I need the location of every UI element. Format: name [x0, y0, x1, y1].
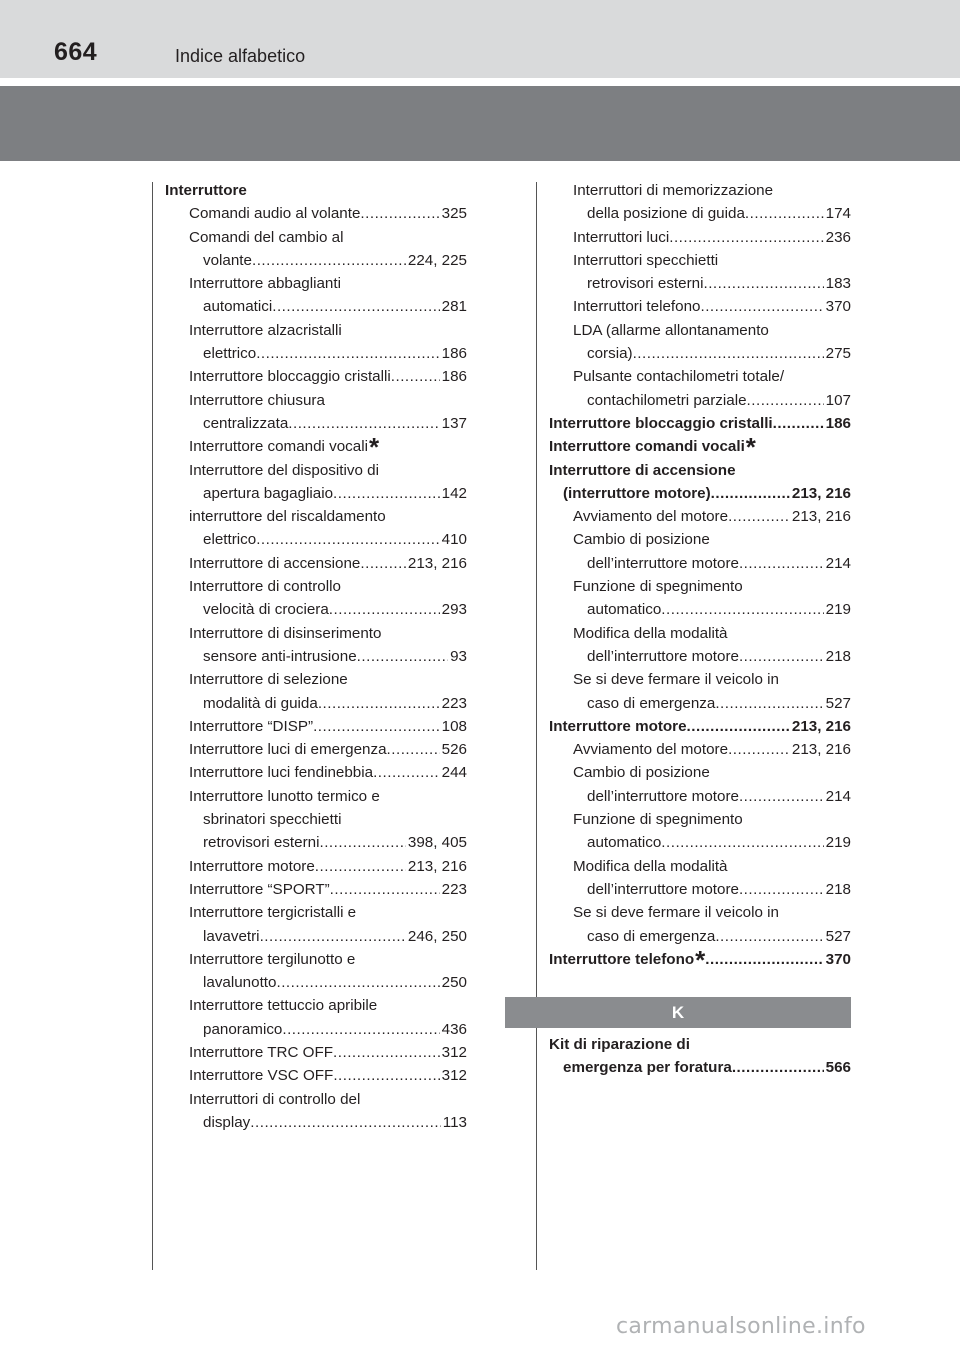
entry-label: della posizione di guida — [587, 205, 745, 223]
index-heading — [165, 785, 467, 808]
dot-leader — [329, 598, 440, 621]
index-entry — [549, 692, 851, 715]
dot-leader — [252, 249, 406, 272]
entry-label: Interruttore comandi vocali — [549, 438, 745, 456]
dot-leader — [256, 342, 439, 365]
dot-leader — [288, 412, 439, 435]
dot-leader — [260, 925, 406, 948]
index-entry — [165, 1111, 467, 1134]
index-heading — [165, 272, 467, 295]
dot-leader — [711, 482, 790, 505]
entry-label: display — [203, 1113, 251, 1131]
dot-leader — [687, 715, 790, 738]
entry-label: sbrinatori specchietti — [203, 811, 342, 829]
page-reference: 246, 250 — [407, 927, 467, 945]
dot-leader — [315, 855, 406, 878]
index-heading — [549, 459, 851, 482]
index-entry — [549, 505, 851, 528]
entry-label: Interruttori di memorizzazione — [573, 182, 774, 199]
page-reference: 183 — [825, 275, 851, 293]
index-entry — [165, 692, 467, 715]
page-reference: 214 — [825, 787, 851, 805]
entry-label: Interruttore abbaglianti — [189, 275, 341, 293]
index-entry — [165, 365, 467, 388]
index-entry — [549, 272, 851, 295]
entry-label: Interruttore chiusura — [189, 391, 325, 409]
entry-label: Interruttore “DISP” — [189, 717, 314, 735]
index-heading — [165, 505, 467, 528]
entry-label: elettrico — [203, 531, 257, 549]
entry-label: panoramico — [203, 1020, 283, 1038]
index-entry — [549, 715, 851, 738]
index-heading — [549, 668, 851, 691]
entry-label: Interruttore di accensione — [189, 554, 361, 572]
page-reference: 370 — [825, 298, 851, 316]
index-heading — [549, 365, 851, 388]
index-heading — [165, 994, 467, 1017]
index-entry — [549, 389, 851, 412]
index-entry — [549, 412, 851, 435]
header-gray-band — [0, 86, 960, 161]
dot-leader — [747, 389, 824, 412]
index-heading — [165, 622, 467, 645]
index-entry — [549, 645, 851, 668]
entry-label: Interruttore VSC OFF — [189, 1067, 334, 1085]
entry-label: Interruttori di controllo del — [189, 1090, 361, 1108]
watermark-text: carmanualsonline.info — [616, 1314, 866, 1339]
index-heading — [549, 575, 851, 598]
index-heading — [549, 808, 851, 831]
entry-label: automatico — [587, 601, 662, 619]
index-entry — [165, 598, 467, 621]
index-entry — [549, 878, 851, 901]
page-reference: 293 — [441, 601, 467, 619]
entry-label: dell’interruttore motore — [587, 647, 739, 665]
entry-label: Interruttore bloccaggio cristalli — [549, 414, 773, 432]
page-reference: 223 — [441, 880, 467, 898]
dot-leader — [633, 342, 824, 365]
index-entry — [549, 598, 851, 621]
index-heading — [549, 622, 851, 645]
entry-label: centralizzata — [203, 414, 289, 432]
entry-label: Interruttore telefono — [549, 950, 695, 968]
asterisk-icon: * — [368, 432, 380, 463]
entry-label: Comandi del cambio al — [189, 228, 344, 246]
page-reference: 398, 405 — [407, 834, 467, 852]
page-reference: 108 — [441, 717, 467, 735]
index-heading — [165, 948, 467, 971]
entry-label: Interruttore tergilunotto e — [189, 950, 356, 968]
entry-label: Interruttore tettuccio apribile — [189, 997, 378, 1015]
entry-label: Cambio di posizione — [573, 764, 710, 782]
index-entry — [165, 971, 467, 994]
entry-label: emergenza per foratura — [563, 1059, 732, 1077]
page-reference: 436 — [441, 1020, 467, 1038]
entry-label: retrovisori esterni — [587, 275, 704, 293]
index-heading — [165, 901, 467, 924]
index-heading — [165, 575, 467, 598]
index-heading — [549, 179, 851, 202]
page-reference: 218 — [825, 647, 851, 665]
index-entry — [165, 249, 467, 272]
page-reference: 527 — [825, 694, 851, 712]
entry-label: apertura bagagliaio — [203, 484, 334, 502]
entry-label: sensore anti-intrusione — [203, 647, 357, 665]
entry-label: Interruttore bloccaggio cristalli — [189, 368, 391, 386]
page-reference: 223 — [441, 694, 467, 712]
entry-label: LDA (allarme allontanamento — [573, 321, 769, 339]
entry-label: Interruttore alzacristalli — [189, 321, 342, 339]
entry-label: automatico — [587, 834, 662, 852]
index-entry — [549, 552, 851, 575]
page-reference: 174 — [825, 205, 851, 223]
index-group-i-continued — [549, 179, 851, 975]
index-entry — [165, 482, 467, 505]
entry-label: Se si deve fermare il veicolo in — [573, 904, 779, 922]
dot-leader — [700, 295, 823, 318]
dot-leader — [387, 738, 440, 761]
dot-leader — [250, 1111, 441, 1134]
index-entry — [165, 1064, 467, 1087]
index-heading — [549, 319, 851, 342]
dot-leader — [728, 505, 790, 528]
page-reference: 186 — [825, 414, 851, 432]
dot-leader — [360, 552, 405, 575]
dot-leader — [333, 482, 440, 505]
index-heading — [549, 1033, 851, 1056]
entry-label: Funzione di spegnimento — [573, 578, 743, 596]
entry-label: Avviamento del motore — [573, 508, 729, 526]
index-entry — [549, 831, 851, 854]
index-heading — [165, 389, 467, 412]
center-column-rule — [536, 182, 537, 1270]
index-heading — [549, 249, 851, 272]
left-column-rule — [152, 182, 153, 1270]
index-heading — [165, 808, 467, 831]
index-entry — [165, 1041, 467, 1064]
entry-label: Modifica della modalità — [573, 857, 728, 875]
entry-label: automatici — [203, 298, 273, 316]
dot-leader — [276, 971, 439, 994]
entry-label: caso di emergenza — [587, 927, 716, 945]
index-entry — [165, 645, 467, 668]
entry-label: Interruttore “SPORT” — [189, 880, 330, 898]
entry-label: Interruttore del dispositivo di — [189, 461, 379, 479]
dot-leader — [661, 598, 823, 621]
index-entry — [165, 342, 467, 365]
index-heading — [165, 668, 467, 691]
entry-label: Comandi audio al volante — [189, 205, 361, 223]
entry-label: dell’interruttore motore — [587, 554, 739, 572]
dot-leader — [313, 715, 440, 738]
page-reference: 213, 216 — [791, 508, 851, 526]
index-heading — [165, 459, 467, 482]
entry-label: Modifica della modalità — [573, 624, 728, 642]
dot-leader — [739, 878, 824, 901]
index-heading — [165, 319, 467, 342]
page-reference: 213, 216 — [407, 554, 467, 572]
index-entry — [165, 552, 467, 575]
page-reference: 137 — [441, 414, 467, 432]
entry-label: velocità di crociera — [203, 601, 329, 619]
index-entry — [549, 482, 851, 505]
page-reference: 219 — [825, 601, 851, 619]
dot-leader — [739, 785, 824, 808]
entry-label: volante — [203, 251, 252, 269]
entry-label: corsia) — [587, 345, 633, 363]
entry-label: Interruttore di disinserimento — [189, 624, 382, 642]
page-reference: 526 — [441, 741, 467, 759]
dot-leader — [745, 202, 824, 225]
header-band — [0, 0, 960, 78]
entry-label: Interruttori telefono — [573, 298, 701, 316]
page-reference: 218 — [825, 880, 851, 898]
dot-leader — [256, 528, 439, 551]
entry-label: Interruttore motore — [189, 857, 315, 875]
dot-leader — [703, 272, 823, 295]
index-group-k — [549, 1033, 851, 1080]
dot-leader — [715, 925, 823, 948]
page-reference: 244 — [441, 764, 467, 782]
index-heading — [549, 901, 851, 924]
dot-leader — [333, 1064, 439, 1087]
page-reference: 275 — [825, 345, 851, 363]
entry-label: dell’interruttore motore — [587, 787, 739, 805]
dot-leader — [318, 692, 440, 715]
entry-label: Kit di riparazione di — [549, 1036, 690, 1053]
index-entry — [165, 738, 467, 761]
page-reference: 410 — [441, 531, 467, 549]
asterisk-icon: * — [745, 432, 756, 463]
index-entry — [165, 412, 467, 435]
page-reference: 186 — [441, 368, 467, 386]
dot-leader — [391, 365, 440, 388]
index-column-right — [549, 179, 851, 975]
entry-label: Interruttore di accensione — [549, 461, 736, 479]
entry-label: Interruttori specchietti — [573, 251, 719, 269]
index-entry: Interruttore telefono * ..... 370 — [549, 948, 851, 971]
entry-label: Cambio di posizione — [573, 531, 710, 549]
page-reference: 312 — [441, 1067, 467, 1085]
dot-leader — [373, 761, 440, 784]
page-reference: 93 — [450, 647, 467, 665]
page-reference: 250 — [441, 974, 467, 992]
section-title: Indice alfabetico — [175, 46, 306, 66]
index-entry — [165, 528, 467, 551]
page-reference: 213, 216 — [791, 717, 851, 735]
letter-heading-k: K — [505, 997, 851, 1028]
dot-leader — [728, 738, 790, 761]
entry-label: (interruttore motore) — [563, 484, 711, 502]
index-entry — [549, 785, 851, 808]
index-entry — [165, 715, 467, 738]
index-entry — [549, 226, 851, 249]
index-entry — [549, 202, 851, 225]
entry-label: caso di emergenza — [587, 694, 716, 712]
dot-leader — [732, 1056, 824, 1079]
entry-label: Interruttori luci — [573, 228, 670, 246]
entry-label: Interruttore di controllo — [189, 578, 341, 596]
index-column-left — [165, 179, 467, 1134]
page-reference: 113 — [442, 1113, 467, 1131]
index-entry — [165, 855, 467, 878]
page-number: 664 — [54, 38, 98, 66]
index-entry — [549, 738, 851, 761]
entry-label: lavalunotto — [203, 974, 277, 992]
index-entry — [165, 925, 467, 948]
index-entry — [549, 1056, 851, 1079]
page-reference: 214 — [825, 554, 851, 572]
index-entry — [165, 202, 467, 225]
dot-leader — [319, 831, 405, 854]
page-reference: 213, 216 — [791, 741, 851, 759]
entry-label: Se si deve fermare il veicolo in — [573, 671, 779, 689]
entry-label: Interruttore — [165, 182, 247, 199]
dot-leader — [715, 692, 823, 715]
page-reference: 213, 216 — [791, 484, 851, 502]
entry-label: Funzione di spegnimento — [573, 811, 743, 829]
dot-leader — [330, 878, 440, 901]
dot-leader — [773, 412, 824, 435]
index-entry — [165, 761, 467, 784]
page-reference: 213, 216 — [407, 857, 467, 875]
entry-label: elettrico — [203, 345, 257, 363]
page-reference: 107 — [825, 391, 851, 409]
page-reference: 236 — [825, 228, 851, 246]
index-entry — [165, 295, 467, 318]
index-heading — [549, 855, 851, 878]
dot-leader — [739, 645, 824, 668]
page-reference: 186 — [441, 345, 467, 363]
page-reference: 370 — [825, 950, 851, 968]
index-heading — [165, 432, 467, 463]
entry-label: lavavetri — [203, 927, 260, 945]
page-reference: 281 — [441, 298, 467, 316]
entry-label: Interruttore tergicristalli e — [189, 904, 357, 922]
index-entry — [549, 295, 851, 318]
entry-label: Interruttore TRC OFF — [189, 1043, 334, 1061]
dot-leader — [272, 295, 439, 318]
page-reference: 312 — [441, 1043, 467, 1061]
entry-label: retrovisori esterni — [203, 834, 320, 852]
index-entry — [549, 342, 851, 365]
index-entry — [165, 878, 467, 901]
dot-leader — [705, 948, 823, 971]
page-reference: 219 — [825, 834, 851, 852]
dot-leader — [357, 645, 448, 668]
entry-label: dell’interruttore motore — [587, 880, 739, 898]
index-heading — [549, 761, 851, 784]
entry-label: Interruttore lunotto termico e — [189, 787, 380, 805]
dot-leader — [661, 831, 823, 854]
entry-label: Avviamento del motore — [573, 741, 729, 759]
index-entry — [165, 831, 467, 854]
dot-leader — [282, 1018, 439, 1041]
index-heading — [165, 226, 467, 249]
entry-label: Interruttore comandi vocali — [189, 438, 368, 456]
entry-label: interruttore del riscaldamento — [189, 508, 386, 526]
entry-label: contachilometri parziale — [587, 391, 747, 409]
index-heading — [549, 528, 851, 551]
index-entry — [165, 1018, 467, 1041]
dot-leader — [739, 552, 824, 575]
index-heading — [165, 1088, 467, 1111]
entry-label: Interruttore luci di emergenza — [189, 741, 387, 759]
entry-label: Interruttore di selezione — [189, 671, 348, 689]
entry-label: Interruttore luci fendinebbia — [189, 764, 374, 782]
dot-leader — [669, 226, 823, 249]
page-reference: 325 — [441, 205, 467, 223]
index-heading — [549, 432, 851, 463]
entry-label: Pulsante contachilometri totale/ — [573, 368, 785, 386]
page-reference: 224, 225 — [407, 251, 467, 269]
entry-label: modalità di guida — [203, 694, 318, 712]
page-reference: 566 — [825, 1059, 851, 1077]
dot-leader — [360, 202, 439, 225]
index-heading — [165, 179, 467, 202]
page-reference: 527 — [825, 927, 851, 945]
entry-label: Interruttore motore — [549, 717, 687, 735]
page-reference: 142 — [441, 484, 467, 502]
dot-leader — [333, 1041, 440, 1064]
